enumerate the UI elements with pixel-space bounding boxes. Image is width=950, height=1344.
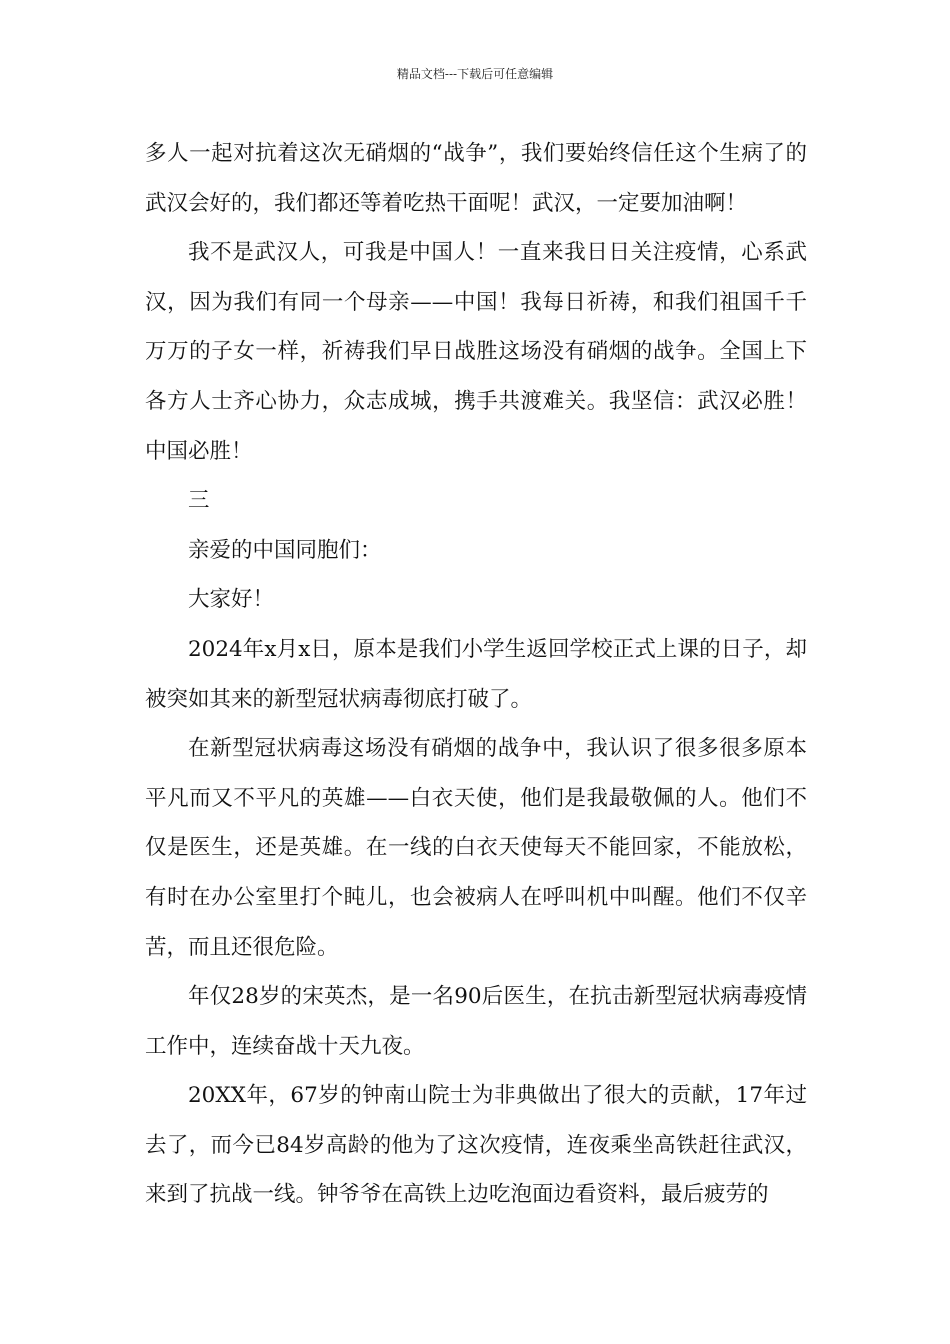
salutation: 亲爱的中国同胞们： <box>188 537 382 563</box>
section-number: 三 <box>188 488 210 514</box>
paragraph-1: 多人一起对抗着这次无硝烟的“战争”，我们要始终信任这个生病了的武汉会好的，我们都还等着吃热干面呢！武汉，一定要加油啊！ <box>145 141 807 216</box>
paragraph-3: 2024年x月x日，原本是我们小学生返回学校正式上课的日子，却被突如其来的新型冠状病毒彻底打破了。 <box>145 636 807 712</box>
greeting: 大家好！ <box>188 587 275 613</box>
document-body <box>145 129 807 1220</box>
paragraph-6: 20XX年，67岁的钟南山院士为非典做出了很大的贡献，17年过去了，而今已84岁高龄的他为了这次疫情，连夜乘坐高铁赶往武汉，来到了抗战一线。钟爷爷在高铁上边吃泡面边看资料，最后疲劳的 <box>145 1083 807 1208</box>
paragraph-4: 在新型冠状病毒这场没有硝烟的战争中，我认识了很多很多原本平凡而又不平凡的英雄——白衣天使，他们是我最敬佩的人。他们不仅是医生，还是英雄。在一线的白衣天使每天不能回家，不能放松，有时在办公室里打个盹儿，也会被病人在呼叫机中叫醒。他们不仅辛苦，而且还很危险。 <box>145 736 807 960</box>
paragraph-2: 我不是武汉人，可我是中国人！一直来我日日关注疫情，心系武汉，因为我们有同一个母亲——中国！我每日祈祷，和我们祖国千千万万的子女一样，祈祷我们早日战胜这场没有硝烟的战争。全国上下各方人士齐心协力，众志成城，携手共渡难关。我坚信：武汉必胜！中国必胜！ <box>145 240 807 464</box>
paragraph-5: 年仅28岁的宋英杰，是一名90后医生，在抗击新型冠状病毒疫情工作中，连续奋战十天九夜。 <box>145 984 807 1059</box>
page-header: 精品文档---下载后可任意编辑 <box>396 67 554 81</box>
